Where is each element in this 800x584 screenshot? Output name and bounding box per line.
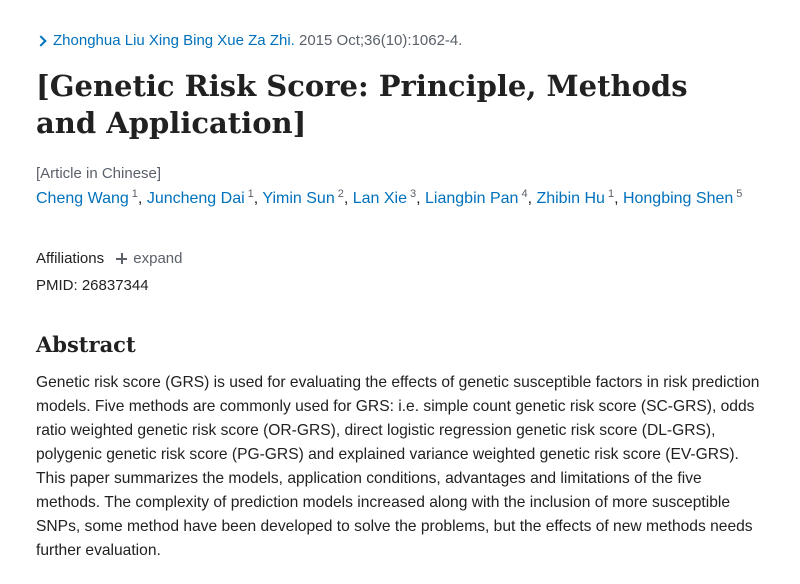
expand-label: expand [133, 250, 183, 267]
pmid: PMID: 26837344 [36, 277, 149, 294]
author-link[interactable]: Hongbing Shen [622, 190, 734, 207]
author-link[interactable]: Juncheng Dai [146, 190, 245, 207]
article-title: [Genetic Risk Score: Principle, Methods and Application] [36, 69, 688, 140]
author-link[interactable]: Liangbin Pan [425, 190, 519, 207]
citation-details: 2015 Oct;36(10):1062-4. [299, 32, 463, 49]
plus-icon [116, 253, 127, 264]
affiliations-expand-button[interactable] [116, 250, 182, 267]
author-affiliation-ref[interactable]: 1 [131, 187, 138, 200]
author-link[interactable]: Lan Xie [352, 190, 407, 207]
author-affiliation-ref[interactable]: 1 [607, 187, 615, 200]
journal-link[interactable]: Zhonghua Liu Xing Bing Xue Za Zhi. [53, 32, 295, 49]
language-note: [Article in Chinese] [36, 165, 162, 182]
abstract-text: Genetic risk score (GRS) is used for evaluating the effects of genetic susceptible factors in risk prediction models. Five methods are commonly used for GRS: i.e. simple count genetic risk score (SC-GRS), odds ratio weighted genetic risk score (OR-GRS), direct logistic regression genetic risk score (DL-GRS), polygenic genetic risk score (PG-GRS) and explained variance weighted genetic risk score (EV-GRS). This paper summarizes the models, application conditions, advantages and limitations of the five methods. The complexity of prediction models increased along with the inclusion of more susceptible SNPs, some method have been developed to solve the problems, but the effects of new methods needs further evaluation. [36, 374, 760, 559]
authors-list: Cheng Wang $^1$, Juncheng Dai $^1$, Yimin Sun $^2$, Lan Xie $^3$, Liangbin Pan $^4$, Zhibin Hu $^1$, Hongbing Shen $^5$ [36, 187, 743, 207]
author-affiliation-ref[interactable]: 2 [337, 187, 344, 200]
abstract-heading: Abstract [36, 332, 136, 357]
author-link[interactable]: Cheng Wang [36, 190, 129, 207]
chevron-right-icon[interactable] [35, 35, 46, 46]
affiliations-label: Affiliations [36, 250, 105, 267]
citation [36, 31, 462, 51]
affiliations-row [36, 249, 182, 269]
author-affiliation-ref[interactable]: 3 [410, 187, 417, 200]
author-affiliation-ref[interactable]: 5 [736, 187, 743, 200]
author-affiliation-ref[interactable]: 4 [521, 187, 528, 200]
author-link[interactable]: Yimin Sun [262, 190, 335, 207]
author-affiliation-ref[interactable]: 1 [247, 187, 254, 200]
author-link[interactable]: Zhibin Hu [536, 190, 605, 207]
